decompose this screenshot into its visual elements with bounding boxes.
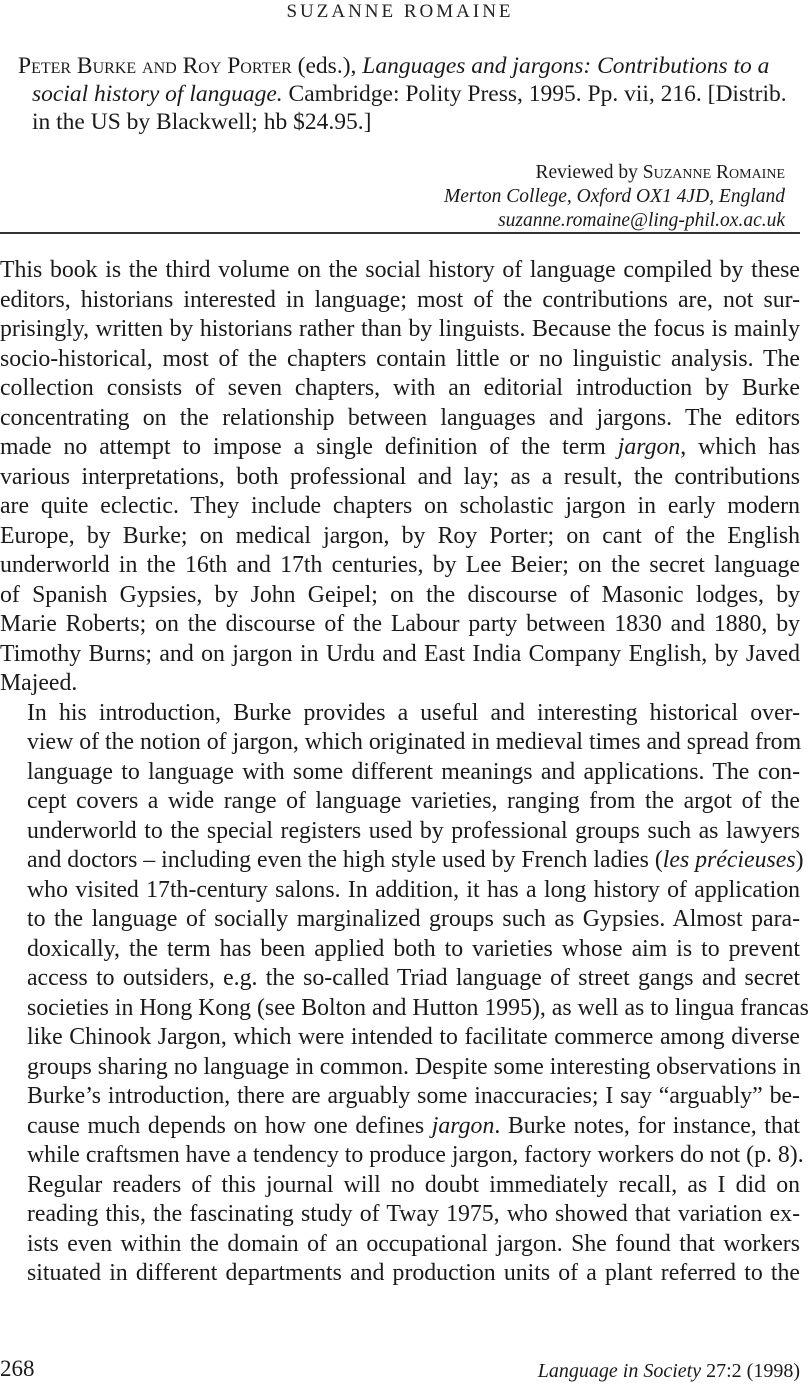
journal-volume-issue: 27:2: [706, 1360, 742, 1382]
text-line: This book is the third volume on the social history of language compiled by these: [0, 257, 800, 283]
text-line: while craftsmen have a tendency to produce jargon, factory workers do not (p. 8).: [27, 1142, 804, 1168]
text-line: like Chinook Jargon, which were intended to facilitate commerce among diverse: [27, 1024, 800, 1050]
text-line: who visited 17th-century salons. In addition, it has a long history of application: [27, 876, 800, 903]
header-divider: [0, 232, 800, 234]
reviewer-prefix: Reviewed by: [535, 162, 638, 183]
text-line: socio-historical, most of the chapters contain little or no linguistic analysis. The: [0, 345, 800, 372]
text-line: Europe, by Burke; on medical jargon, by Roy Porter; on cant of the English: [0, 522, 800, 549]
text-line: prisingly, written by historians rather than by linguists. Because the focus is mainly: [0, 316, 800, 342]
text-line: cept covers a wide range of language varieties, ranging from the argot of the: [27, 788, 800, 814]
page-number: 268: [0, 1356, 35, 1381]
journal-year: (1998): [746, 1360, 800, 1382]
citation-title: Languages and jargons: Contributions to a social history of language.: [32, 53, 770, 107]
reviewer-affiliation: Merton College, Oxford OX1 4JD, England: [443, 186, 785, 207]
reviewer-line: [285, 161, 785, 185]
text-line: Timothy Burns; and on jargon in Urdu and East India Company English, by Javed: [0, 640, 800, 667]
citation-publication: Cambridge: Polity Press, 1995. Pp. vii, 216. [Distrib. in the US by Blackwell; hb $24.95.]: [32, 81, 787, 135]
text-line: underworld in the 16th and 17th centuries, by Lee Beier; on the secret language: [0, 552, 800, 578]
citation-editors: Peter Burke and Roy Porter: [18, 53, 292, 79]
text-line: made no attempt to impose a single definition of the term jargon, which has: [0, 434, 800, 460]
text-line: of Spanish Gypsies, by John Geipel; on the discourse of Masonic lodges, by: [0, 581, 800, 608]
text-line: cause much depends on how one defines jargon. Burke notes, for instance, that: [27, 1112, 800, 1139]
text-line: editors, historians interested in language; most of the contributions are, not sur-: [0, 286, 800, 313]
journal-reference: [538, 1358, 800, 1384]
text-line: reading this, the fascinating study of Tway 1975, who showed that variation ex-: [27, 1201, 800, 1227]
reviewer-email: suzanne.romaine@ling-phil.ox.ac.uk: [498, 210, 785, 231]
text-line: underworld to the special registers used by professional groups such as lawyers: [27, 817, 800, 844]
paragraph-2: [0, 699, 809, 1289]
text-line: situated in different departments and production units of a plant referred to the: [27, 1260, 800, 1286]
reviewer-block: [285, 161, 785, 233]
text-line: In his introduction, Burke provides a useful and interesting historical over-: [27, 699, 800, 726]
text-line: to the language of socially marginalized groups such as Gypsies. Almost para-: [27, 906, 800, 932]
review-body: [0, 256, 809, 1289]
text-line: access to outsiders, e.g. the so-called Triad language of street gangs and secret: [27, 965, 800, 991]
text-line: various interpretations, both professional and lay; as a result, the contributions: [0, 463, 800, 490]
running-head: SUZANNE ROMAINE: [286, 1, 514, 22]
text-line: Burke’s introduction, there are arguably some inaccuracies; I say “arguably” be-: [27, 1083, 800, 1109]
text-line: language to language with some different meanings and applications. The con-: [27, 758, 800, 785]
text-line: concentrating on the relationship between languages and jargons. The editors: [0, 404, 800, 431]
text-line: doxically, the term has been applied both to varieties whose aim is to prevent: [27, 935, 800, 962]
text-line: groups sharing no language in common. Despite some interesting observations in: [27, 1053, 801, 1080]
text-line: are quite eclectic. They include chapters on scholastic jargon in early modern: [0, 493, 800, 519]
reviewer-name: Suzanne Romaine: [642, 162, 785, 183]
text-line: Majeed.: [0, 670, 78, 696]
text-line: societies in Hong Kong (see Bolton and Hutton 1995), as well as to lingua francas: [27, 994, 809, 1021]
text-line: Regular readers of this journal will no doubt immediately recall, as I did on: [27, 1171, 800, 1198]
paragraph-1: [0, 256, 800, 699]
citation-eds-note: (eds.),: [297, 53, 357, 79]
text-line: collection consists of seven chapters, with an editorial introduction by Burke: [0, 375, 800, 401]
text-line: and doctors – including even the high style used by French ladies (les précieuses): [27, 847, 804, 873]
book-citation: [18, 52, 794, 136]
text-line: ists even within the domain of an occupational jargon. She found that workers: [27, 1230, 800, 1257]
text-line: Marie Roberts; on the discourse of the Labour party between 1830 and 1880, by: [0, 611, 800, 637]
text-line: view of the notion of jargon, which originated in medieval times and spread from: [27, 729, 802, 755]
journal-name: Language in Society: [537, 1360, 702, 1382]
